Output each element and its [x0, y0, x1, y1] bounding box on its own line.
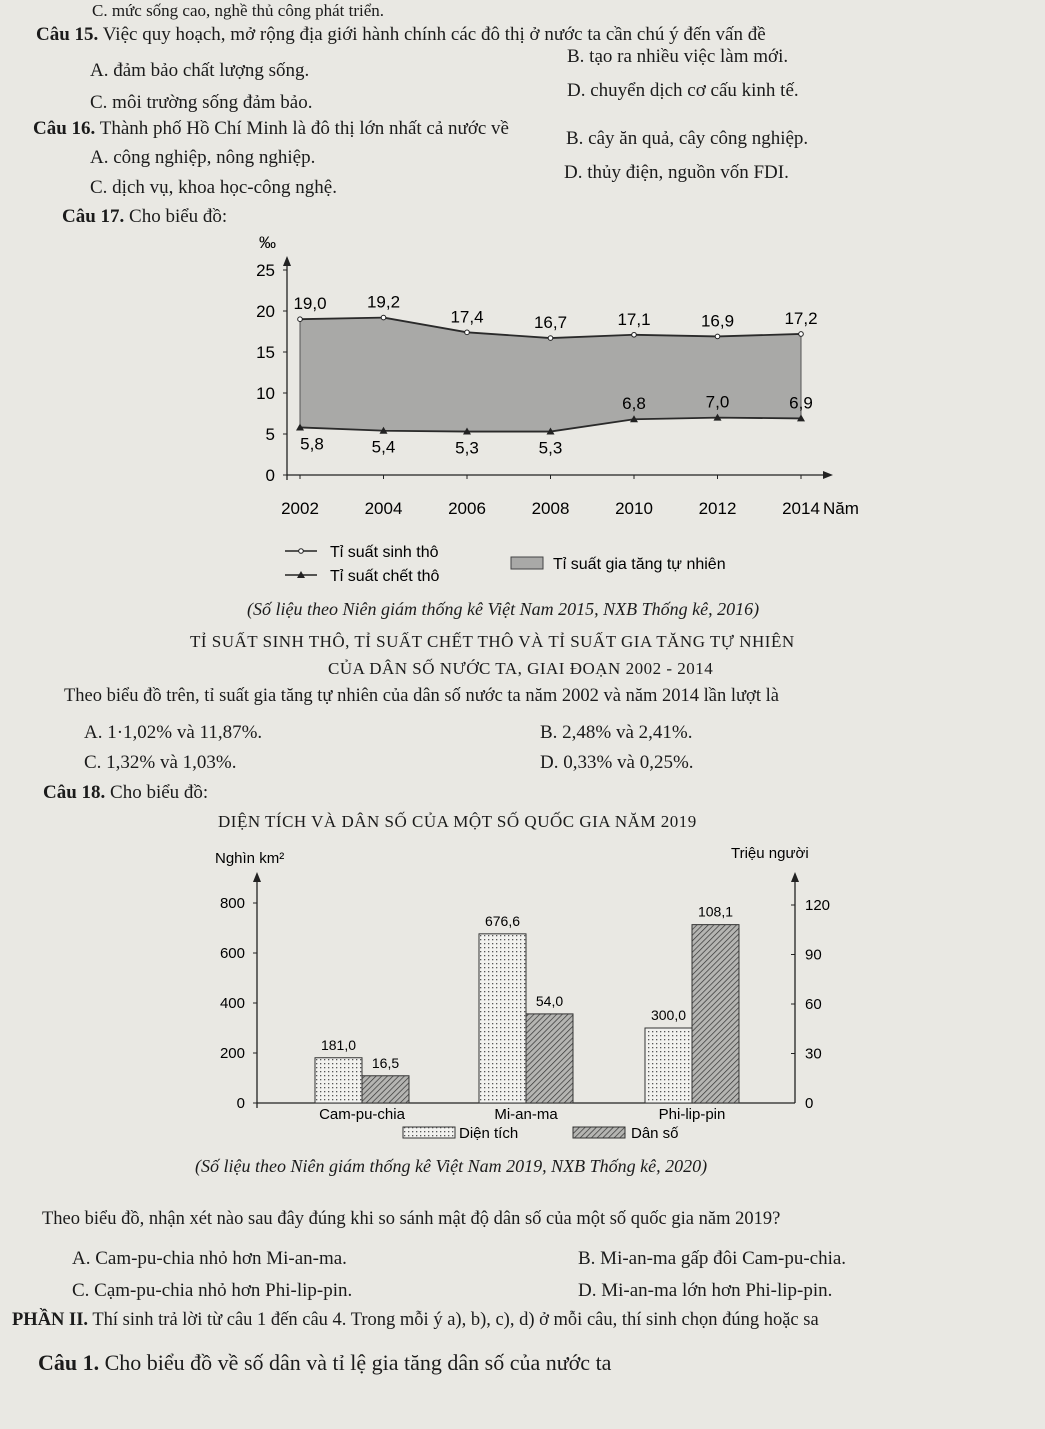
chart2-right-axis-arrow — [791, 872, 799, 882]
q15-option-d[interactable]: D. chuyển dịch cơ cấu kinh tế. — [567, 80, 799, 101]
q17-option-d[interactable]: D. 0,33% và 0,25%. — [540, 752, 694, 773]
chart1-x-tick-label: 2010 — [615, 499, 653, 518]
chart1-y-unit: ‰ — [259, 233, 276, 252]
q16-option-d[interactable]: D. thủy điện, nguồn vốn FDI. — [564, 162, 789, 183]
chart2-left-unit: Nghìn km² — [215, 850, 285, 867]
birth-rate-point — [548, 336, 553, 341]
chart2-right-tick-label: 90 — [805, 946, 822, 964]
legend-death-label: Tỉ suất chết thô — [330, 568, 440, 585]
death-rate-label: 6,8 — [622, 394, 646, 414]
chart2-left-tick-label: 400 — [219, 995, 245, 1012]
q18-option-a[interactable]: A. Cam-pu-chia nhỏ hơn Mi-an-ma. — [72, 1248, 347, 1269]
q18-option-c[interactable]: C. Cạm-pu-chia nhỏ hơn Phi-lip-pin. — [72, 1280, 353, 1301]
legend-pop-swatch — [573, 1127, 625, 1138]
legend-birth-marker — [299, 549, 304, 554]
population-bar-label: 108,1 — [697, 903, 734, 920]
birth-death-rate-chart — [235, 228, 885, 588]
area-bar-label: 181,0 — [320, 1036, 357, 1053]
q17-option-c[interactable]: C. 1,32% và 1,03%. — [84, 752, 237, 773]
chart1-x-tick-label: 2004 — [364, 499, 403, 518]
death-rate-label: 5,3 — [538, 438, 563, 458]
chart1-y-tick-label: 20 — [256, 302, 275, 321]
legend-area-label: Tỉ suất gia tăng tự nhiên — [553, 556, 726, 573]
population-bar-label: 54,0 — [535, 992, 564, 1009]
chart1-x-tick-label: 2006 — [448, 499, 486, 518]
q18-stem — [43, 782, 208, 804]
chart2-right-tick-label: 0 — [805, 1095, 814, 1112]
death-rate-label: 7,0 — [705, 392, 730, 412]
chart1-y-ticks — [256, 261, 287, 485]
chart1-x-unit: Năm — [823, 499, 859, 518]
chart2-right-unit: Triệu người — [731, 845, 809, 862]
chart2-left-tick-label: 800 — [219, 895, 245, 912]
chart1-y-tick-label: 25 — [256, 261, 275, 280]
q18-option-d[interactable]: D. Mi-an-ma lớn hơn Phi-lip-pin. — [578, 1280, 833, 1301]
chart2-category-label: Cam-pu-chia — [319, 1106, 405, 1123]
birth-rate-label: 17,1 — [617, 309, 651, 329]
chart2-left-axis-arrow — [253, 872, 261, 882]
q17-source: (Số liệu theo Niên giám thống kê Việt Nam 2015, NXB Thống kê, 2016) — [247, 599, 760, 619]
birth-rate-point — [799, 332, 804, 337]
chart1-x-axis-arrow — [823, 471, 833, 479]
q17-option-a[interactable]: A. 1·1,02% và 11,87%. — [84, 722, 263, 743]
q15-option-c[interactable]: C. môi trường sống đảm bảo. — [90, 92, 313, 113]
birth-rate-label: 16,9 — [700, 311, 735, 331]
legend-area-swatch — [511, 557, 543, 569]
q15-stem — [36, 24, 766, 46]
q18-option-b[interactable]: B. Mi-an-ma gấp đôi Cam-pu-chia. — [578, 1248, 847, 1269]
q16-label: Câu 16. — [33, 118, 96, 139]
part2-text: Thí sinh trả lời từ câu 1 đến câu 4. Trong mỗi ý a), b), c), d) ở mỗi câu, thí sinh chọn đúng hoặc sa — [92, 1310, 819, 1330]
birth-rate-point — [381, 315, 386, 320]
population-bar — [692, 925, 739, 1103]
birth-rate-point — [715, 334, 720, 339]
chart2-right-tick-label: 30 — [805, 1045, 822, 1063]
q17-stem — [62, 206, 227, 228]
chart1-x-ticks — [281, 475, 820, 518]
natural-increase-area — [300, 318, 801, 432]
birth-rate-label: 16,7 — [533, 313, 568, 333]
birth-rate-label: 17,4 — [450, 307, 484, 327]
legend-area-label: Diện tích — [459, 1125, 519, 1142]
q15-text: Việc quy hoạch, mở rộng địa giới hành chính các đô thị ở nước ta cần chú ý đến vấn đề — [102, 24, 766, 45]
death-rate-label: 6,9 — [789, 393, 813, 413]
chart1-y-tick-label: 5 — [265, 425, 275, 444]
q16-stem — [33, 118, 509, 140]
q16-option-c[interactable]: C. dịch vụ, khoa học-công nghệ. — [90, 177, 337, 198]
chart2-category-label: Phi-lip-pin — [658, 1106, 726, 1123]
chart2-left-tick-label: 200 — [219, 1045, 245, 1062]
chart1-x-tick-label: 2014 — [782, 499, 820, 518]
birth-rate-point — [632, 332, 637, 337]
prev-question-option-c: C. mức sống cao, nghề thủ công phát triển. — [92, 1, 385, 20]
chart2-bars — [315, 904, 739, 1123]
q18-label: Câu 18. — [43, 782, 106, 803]
q17-question: Theo biểu đồ trên, tỉ suất gia tăng tự nhiên của dân số nước ta năm 2002 và năm 2014 lần lượt là — [64, 686, 779, 706]
legend-pop-label: Dân số — [631, 1125, 679, 1142]
chart1-y-tick-label: 10 — [256, 384, 275, 403]
population-bar — [362, 1076, 409, 1103]
chart2-right-tick-label: 60 — [805, 996, 822, 1013]
part2-instructions — [12, 1310, 819, 1331]
c1-label: Câu 1. — [38, 1350, 100, 1375]
q15-option-b[interactable]: B. tạo ra nhiều việc làm mới. — [567, 46, 789, 67]
part2-label: PHẦN II. — [12, 1310, 89, 1330]
birth-rate-point — [465, 330, 470, 335]
population-bar-label: 16,5 — [371, 1054, 400, 1071]
q16-option-a[interactable]: A. công nghiệp, nông nghiệp. — [90, 147, 316, 168]
chart2-left-tick-label: 0 — [236, 1095, 245, 1112]
q18-chart-title: DIỆN TÍCH VÀ DÂN SỐ CỦA MỘT SỐ QUỐC GIA NĂM 2019 — [218, 812, 697, 831]
chart1-y-axis-arrow — [283, 256, 291, 266]
birth-rate-point — [298, 317, 303, 322]
death-rate-label: 5,3 — [455, 438, 479, 458]
birth-rate-label: 19,2 — [366, 292, 401, 312]
q18-source: (Số liệu theo Niên giám thống kê Việt Nam 2019, NXB Thống kê, 2020) — [195, 1156, 708, 1176]
chart1-x-tick-label: 2002 — [281, 499, 319, 518]
q15-label: Câu 15. — [36, 24, 99, 45]
death-rate-label: 5,4 — [371, 437, 396, 457]
birth-rate-label: 17,2 — [784, 308, 818, 328]
legend-birth-label: Tỉ suất sinh thô — [330, 544, 439, 561]
q16-text: Thành phố Hồ Chí Minh là đô thị lớn nhất cả nước về — [99, 118, 509, 139]
q15-option-a[interactable]: A. đảm bảo chất lượng sống. — [90, 60, 310, 81]
area-bar — [645, 1028, 692, 1103]
legend-area-swatch — [403, 1127, 455, 1138]
q17-label: Câu 17. — [62, 206, 125, 227]
chart1-x-tick-label: 2008 — [531, 499, 570, 518]
death-rate-label: 5,8 — [300, 434, 324, 454]
chart1-x-tick-label: 2012 — [698, 499, 737, 518]
q17-chart-title-2: CỦA DÂN SỐ NƯỚC TA, GIAI ĐOẠN 2002 - 2014 — [328, 659, 714, 678]
area-bar-label: 300,0 — [650, 1007, 687, 1023]
chart2-right-tick-label: 120 — [805, 897, 831, 914]
area-bar — [479, 934, 526, 1103]
birth-rate-label: 19,0 — [293, 294, 327, 314]
area-bar-label: 676,6 — [484, 912, 521, 929]
chart2-category-label: Mi-an-ma — [494, 1106, 558, 1123]
q18-question: Theo biểu đồ, nhận xét nào sau đây đúng khi so sánh mật độ dân số của một số quốc gia năm 2019? — [42, 1209, 781, 1229]
q17-option-b[interactable]: B. 2,48% và 2,41%. — [540, 722, 693, 743]
area-population-chart — [195, 838, 855, 1148]
population-bar — [526, 1014, 573, 1103]
q17-chart-title-1: TỈ SUẤT SINH THÔ, TỈ SUẤT CHẾT THÔ VÀ TỈ SUẤT GIA TĂNG TỰ NHIÊN — [190, 632, 795, 651]
c1-stem — [38, 1350, 611, 1376]
chart1-y-tick-label: 15 — [256, 343, 275, 362]
q18-text: Cho biểu đồ: — [110, 782, 209, 803]
q17-text: Cho biểu đồ: — [129, 206, 228, 227]
c1-text: Cho biểu đồ về số dân và tỉ lệ gia tăng dân số của nước ta — [104, 1350, 612, 1375]
chart2-left-tick-label: 600 — [219, 945, 245, 962]
chart1-y-tick-label: 0 — [265, 466, 275, 485]
q16-option-b[interactable]: B. cây ăn quả, cây công nghiệp. — [566, 128, 809, 149]
area-bar — [315, 1058, 362, 1103]
